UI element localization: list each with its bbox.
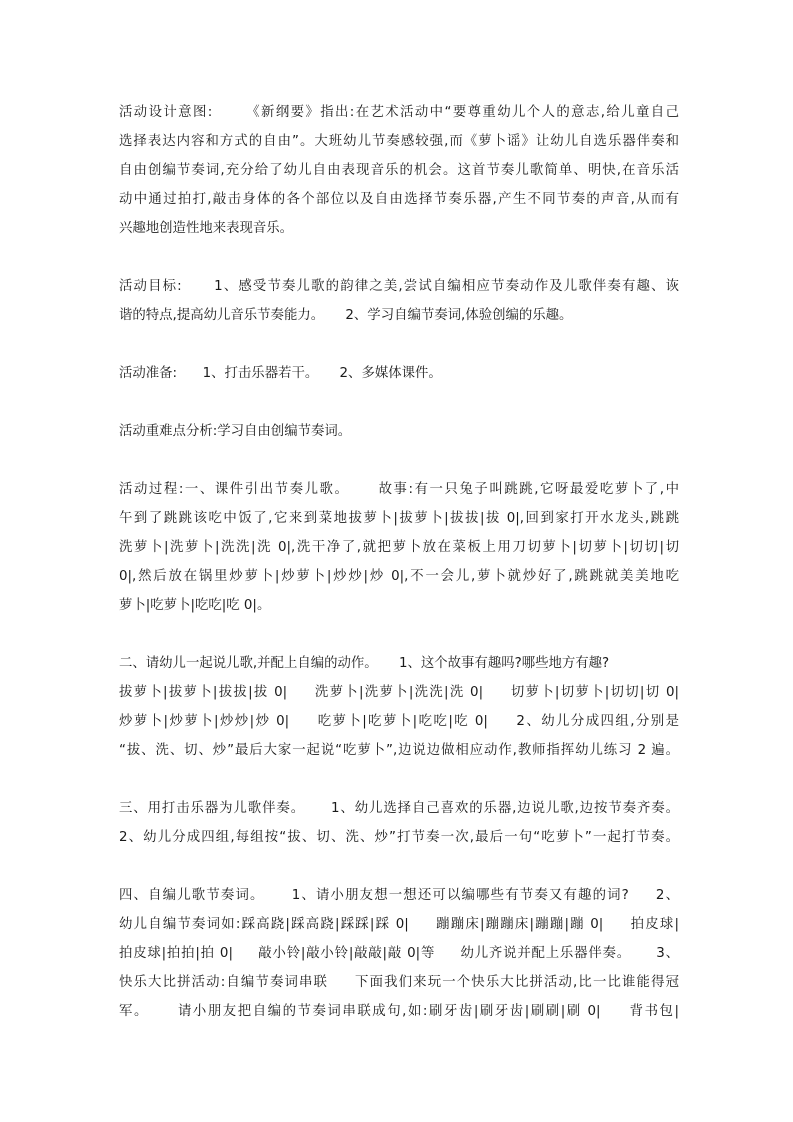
paragraph-process-two <box>119 649 679 765</box>
document-page <box>119 98 679 1055</box>
text-line: “拔、洗、切、炒”最后大家一起说“吃萝卜”,边说边做相应动作,教师指挥幼儿练习 2 遍。 <box>119 743 679 758</box>
paragraph-process-four <box>119 881 679 1026</box>
text-line: 动中通过拍打,敲击身体的各个部位以及自由选择节奏乐器,产生不同节奏的声音,从而有 <box>119 192 679 207</box>
text-line: 2、幼儿分成四组,每组按“拔、切、洗、炒”打节奏一次,最后一句“吃萝卜”一起打节奏。 <box>119 830 679 845</box>
paragraph-goals <box>119 272 679 330</box>
text-line: 洗萝卜|洗萝卜|洗洗|洗 0|,洗干净了,就把萝卜放在菜板上用刀切萝卜|切萝卜|切切|切 <box>119 540 679 555</box>
text-line: 快乐大比拼活动:自编节奏词串联 下面我们来玩一个快乐大比拼活动,比一比谁能得冠 <box>119 975 679 990</box>
text-line: 炒萝卜|炒萝卜|炒炒|炒 0| 吃萝卜|吃萝卜|吃吃|吃 0| 2、幼儿分成四组,分别是 <box>119 714 679 729</box>
paragraph-process-one <box>119 475 679 620</box>
text-line: 萝卜|吃萝卜|吃吃|吃 0|。 <box>119 598 271 613</box>
paragraph-preparation <box>119 359 679 388</box>
text-line: 三、用打击乐器为儿歌伴奏。 1、幼儿选择自己喜欢的乐器,边说儿歌,边按节奏齐奏。 <box>119 801 679 816</box>
text-line: 选择表达内容和方式的自由”。大班幼儿节奏感较强,而《萝卜谣》让幼儿自选乐器伴奏和 <box>119 134 679 149</box>
text-line: 0|,然后放在锅里炒萝卜|炒萝卜|炒炒|炒 0|,不一会儿,萝卜就炒好了,跳跳就美美地吃 <box>119 569 679 584</box>
text-line: 活动过程:一、课件引出节奏儿歌。 故事:有一只兔子叫跳跳,它呀最爱吃萝卜了,中 <box>119 482 679 497</box>
text-line: 幼儿自编节奏词如:踩高跷|踩高跷|踩踩|踩 0| 蹦蹦床|蹦蹦床|蹦蹦|蹦 0| 拍皮球| <box>119 917 679 932</box>
text-line: 活动设计意图: 《新纲要》指出:在艺术活动中“要尊重幼儿个人的意志,给儿童自己 <box>119 105 679 120</box>
text-line: 四、自编儿歌节奏词。 1、请小朋友想一想还可以编哪些有节奏又有趣的词? 2、 <box>119 888 679 903</box>
paragraph-key-points <box>119 417 679 446</box>
text-line: 拔萝卜|拔萝卜|拔拔|拔 0| 洗萝卜|洗萝卜|洗洗|洗 0| 切萝卜|切萝卜|切切|切 0| <box>119 685 679 700</box>
text-line: 活动重难点分析:学习自由创编节奏词。 <box>119 424 352 439</box>
text-line: 自由创编节奏词,充分给了幼儿自由表现音乐的机会。这首节奏儿歌简单、明快,在音乐活 <box>119 163 679 178</box>
text-line: 活动目标: 1、感受节奏儿歌的韵律之美,尝试自编相应节奏动作及儿歌伴奏有趣、诙 <box>119 279 679 294</box>
text-line: 军。 请小朋友把自编的节奏词串联成句,如:刷牙齿|刷牙齿|刷刷|刷 0| 背书包| <box>119 1004 679 1019</box>
paragraph-process-three <box>119 794 679 852</box>
text-line: 活动准备: 1、打击乐器若干。 2、多媒体课件。 <box>119 366 442 381</box>
paragraph-design-intent <box>119 98 679 243</box>
text-line: 二、请幼儿一起说儿歌,并配上自编的动作。 1、这个故事有趣吗?哪些地方有趣? <box>119 656 610 671</box>
text-line: 拍皮球|拍拍|拍 0| 敲小铃|敲小铃|敲敲|敲 0|等 幼儿齐说并配上乐器伴奏。 3、 <box>119 946 679 961</box>
text-line: 兴趣地创造性地来表现音乐。 <box>119 221 294 236</box>
text-line: 午到了跳跳该吃中饭了,它来到菜地拔萝卜|拔萝卜|拔拔|拔 0|,回到家打开水龙头,跳跳 <box>119 511 679 526</box>
text-line: 谐的特点,提高幼儿音乐节奏能力。 2、学习自编节奏词,体验创编的乐趣。 <box>119 308 573 323</box>
